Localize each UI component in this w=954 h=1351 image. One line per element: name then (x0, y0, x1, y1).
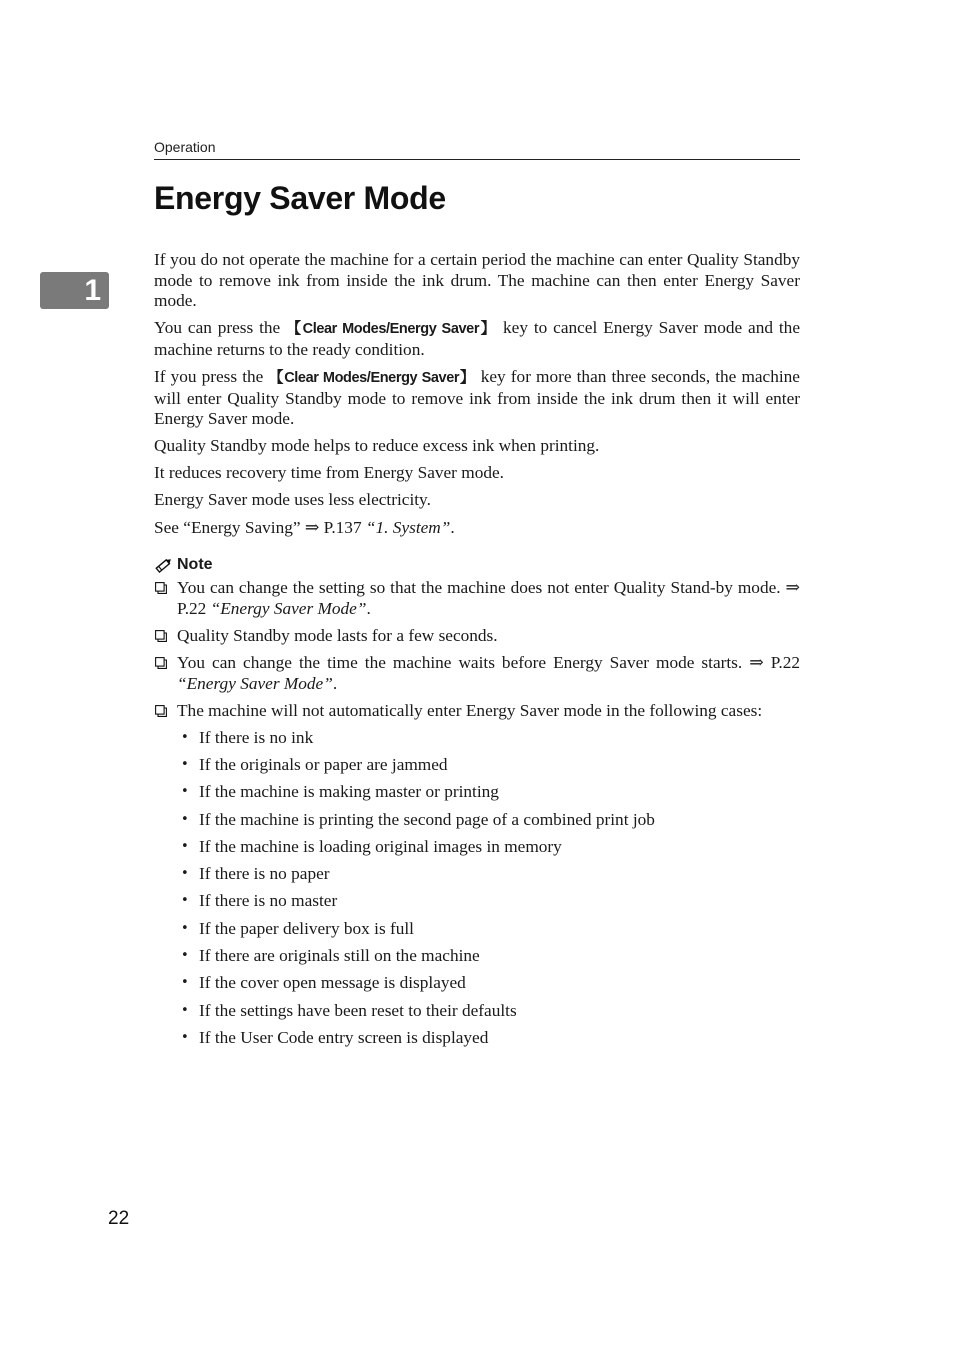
recovery-time-paragraph: It reduces recovery time from Energy Saver mode. (154, 463, 504, 483)
text-span: . (450, 517, 455, 537)
checkbox-bullet-icon (155, 582, 167, 594)
header-rule (154, 159, 800, 160)
hold-key-paragraph (154, 367, 800, 430)
note-item (154, 578, 800, 619)
cross-reference-link[interactable]: “Energy Saver Mode” (177, 673, 333, 693)
case-item: • If the paper delivery box is full (177, 919, 800, 940)
text-span: . (332, 673, 338, 693)
electricity-paragraph: Energy Saver mode uses less electricity. (154, 490, 431, 510)
quality-standby-paragraph: Quality Standby mode helps to reduce excess ink when printing. (154, 436, 600, 456)
text-span: You can press the (154, 318, 287, 338)
page-title: Energy Saver Mode (154, 180, 446, 216)
intro-paragraph: If you do not operate the machine for a certain period the machine can enter Quality Standby mode to remove ink from inside the ink drum. The machine can then enter Energy Saver mode. (154, 250, 800, 311)
case-item: • If the machine is printing the second page of a combined print job (177, 810, 800, 831)
text-span: key for more than three seconds, the machine will enter Quality Standby mode to remove ink from inside the ink drum then it will enter Energy Saver mode. (154, 366, 800, 429)
case-item: • If the originals or paper are jammed (177, 755, 800, 776)
text-span: Quality Standby mode lasts for a few seconds. (177, 625, 498, 645)
text-span: . (366, 598, 371, 618)
note-item (154, 626, 800, 647)
case-list (177, 728, 800, 1049)
text-span: You can change the setting so that the machine does not enter Quality Stand-by mode. ⇒ P.22 (177, 578, 800, 618)
case-item: • If there are originals still on the machine (177, 946, 800, 967)
cross-reference-link[interactable]: “Energy Saver Mode” (210, 598, 367, 618)
key-bracket-open: 【 (286, 319, 303, 338)
pencil-icon (154, 556, 174, 574)
clear-modes-key-label: Clear Modes/Energy Saver (302, 321, 480, 338)
text-span: See “Energy Saving” ⇒ P.137 (154, 517, 366, 537)
text-span: The machine will not automatically enter Energy Saver mode in the following cases: (177, 700, 763, 720)
text-span: If you press the (154, 366, 269, 386)
page-number: 22 (108, 1208, 130, 1229)
note-item (154, 653, 800, 694)
clear-modes-key-label: Clear Modes/Energy Saver (284, 369, 460, 386)
see-reference-paragraph (154, 518, 800, 539)
key-bracket-close: 】 (479, 319, 498, 338)
note-heading-label: Note (177, 555, 213, 573)
note-list (154, 578, 800, 1048)
key-bracket-open: 【 (268, 367, 285, 386)
checkbox-bullet-icon (155, 705, 167, 717)
checkbox-bullet-icon (155, 657, 167, 669)
text-span: key to cancel Energy Saver mode and the machine returns to the ready condition. (154, 318, 800, 359)
key-bracket-close: 】 (459, 367, 476, 386)
case-item: • If the settings have been reset to their defaults (177, 1001, 800, 1022)
case-item: • If there is no master (177, 891, 800, 912)
case-item: • If the machine is loading original images in memory (177, 837, 800, 858)
chapter-tab (40, 272, 109, 309)
chapter-number: 1 (84, 273, 101, 307)
note-heading (154, 554, 800, 576)
cross-reference-link[interactable]: “1. System” (365, 517, 451, 537)
case-item: • If the machine is making master or printing (177, 782, 800, 803)
case-item: • If the User Code entry screen is displayed (177, 1028, 800, 1049)
checkbox-bullet-icon (155, 630, 167, 642)
note-item (154, 701, 800, 1049)
running-header: Operation (154, 139, 216, 155)
case-item: • If the cover open message is displayed (177, 973, 800, 994)
cancel-paragraph (154, 318, 800, 360)
text-span: You can change the time the machine waits before Energy Saver mode starts. ⇒ P.22 (177, 652, 800, 672)
case-item: • If there is no ink (177, 728, 800, 749)
page-body (154, 250, 800, 1055)
case-item: • If there is no paper (177, 864, 800, 885)
